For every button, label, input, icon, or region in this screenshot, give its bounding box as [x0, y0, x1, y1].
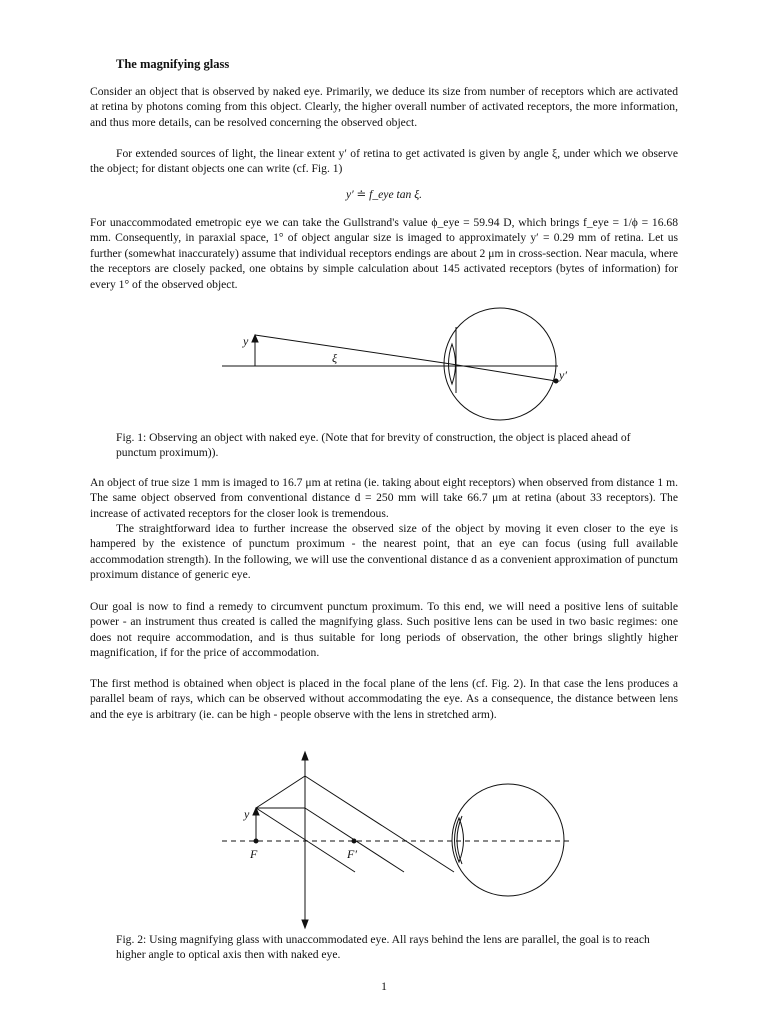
fig1-outgoing-ray [451, 364, 556, 381]
figure-1-caption: Fig. 1: Observing an object with naked eye. (Note that for brevity of construction, the object is placed ahead of punctum proximum)). [116, 431, 631, 460]
paragraph-3: For unaccommodated emetropic eye we can take the Gullstrand's value ϕ_eye = 59.94 D, which brings f_eye = 1/ϕ = 16.68 mm. Consequently, in paraxial space, 1° of object angular size is imaged to approximately y′ = 0.29 mm of retina. Let us further (somewhat inaccurately) assume that individual receptors endings are about 2 μm in cross-section. Near macula, where the receptors are closely packed, one obtains by simple calculation about 145 activated receptors (bytes of information) for every 1° of the observed object. [90, 216, 678, 291]
fig1-incoming-ray [255, 335, 451, 364]
fig2-lens-top-arrowhead [302, 752, 308, 760]
paragraph-1: Consider an object that is observed by naked eye. Primarily, we deduce its size from number of receptors which are activated at retina by photons coming from this object. Clearly, the higher overall number of activated receptors, the more information, and thus more details, can be resolved concerning the observed object. [90, 85, 678, 129]
paragraph-4: An object of true size 1 mm is imaged to 16.7 μm at retina (ie. taking about eight receptors) when observed from distance 1 m. The same object observed from conventional distance d = 250 mm will take 66.7 μm at retina (about 33 receptors). The increase of activated receptors for the closer look is tremendous. [90, 476, 678, 520]
fig2-focal-point-F [254, 839, 258, 843]
fig1-object-arrowhead [252, 335, 258, 342]
paragraph-5: The straightforward idea to further increase the observed size of the object by moving it even closer to the eye is hampered by the existence of punctum proximum - the nearest point, that an eye can focus (using full available accommodation strength). In the following, we will use the conventional distance d as a convenient approximation of punctum proximum distance of generic eye. [90, 522, 678, 582]
fig1-label-xi: ξ [332, 351, 338, 365]
fig2-ray-top-exit [305, 776, 454, 872]
fig2-label-y: y [244, 807, 250, 821]
paragraph-2: For extended sources of light, the linear extent y′ of retina to get activated is given by angle ξ, under which we observe the object; for distant objects one can write (cf. Fig. 1) [90, 147, 678, 176]
fig1-drawing [222, 308, 558, 420]
fig1-label-y: y [243, 334, 249, 348]
equation-1: y′ ≐ f_eye tan ξ. [345, 188, 423, 201]
page-number: 1 [381, 980, 387, 993]
fig1-label-yprime: y′ [559, 368, 567, 382]
fig2-focal-point-Fprime [352, 839, 356, 843]
fig2-eyeball [452, 784, 564, 896]
paragraph-6: Our goal is now to find a remedy to circumvent punctum proximum. To this end, we will need a positive lens of suitable power - an instrument thus created is called the magnifying glass. Such positive lens can be used in two basic regimes: one does not require accommodation, and is thus suitable for long periods of observation, the other brings slightly higher magnification, if for the price of accommodation. [90, 600, 678, 660]
fig2-ray-to-top [256, 776, 305, 808]
fig2-label-Fprime: F′ [347, 847, 357, 861]
fig1-image-point [554, 379, 558, 383]
figure-2-caption: Fig. 2: Using magnifying glass with unaccommodated eye. All rays behind the lens are parallel, the goal is to reach higher angle to optical axis then with naked eye. [116, 933, 650, 962]
fig2-label-F: F [250, 847, 258, 861]
fig2-lens-bottom-arrowhead [302, 920, 308, 928]
fig2-drawing [222, 752, 572, 928]
paragraph-7: The first method is obtained when object is placed in the focal plane of the lens (cf. Fig. 2). In that case the lens produces a parallel beam of rays, which can be observed without accommodating the eye. As a consequence, the distance between lens and the eye is arbitrary (ie. can be high - people observe with the lens in stretched arm). [90, 677, 678, 721]
section-heading: The magnifying glass [116, 57, 230, 71]
fig1-eyeball [444, 308, 556, 420]
